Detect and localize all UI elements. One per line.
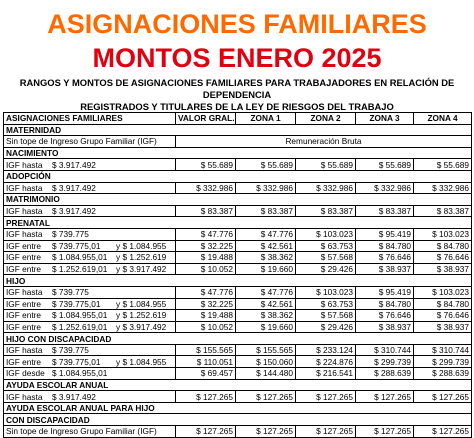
cell-value: $ 83.387 xyxy=(356,205,414,217)
section-row xyxy=(4,379,472,391)
col-header: VALOR GRAL. xyxy=(176,113,236,125)
table-row xyxy=(4,136,472,148)
cell-value: $ 76.646 xyxy=(414,252,472,264)
cell-value: $ 10.052 xyxy=(176,263,236,275)
row-label: IGF entre $ 1.252.619,01 y $ 3.917.492 xyxy=(4,263,176,275)
cell-value: $ 32.225 xyxy=(176,298,236,310)
cell-value: $ 57.568 xyxy=(296,252,356,264)
table-row xyxy=(4,286,472,298)
section-title: AYUDA ESCOLAR ANUAL PARA HIJO xyxy=(4,402,472,414)
cell-value: $ 47.776 xyxy=(236,228,296,240)
section-title: MATRIMONIO xyxy=(4,194,472,206)
cell-value: $ 63.753 xyxy=(296,298,356,310)
col-header: ASIGNACIONES FAMILIARES xyxy=(4,113,176,125)
cell-value: $ 95.419 xyxy=(356,286,414,298)
cell-value: $ 332.986 xyxy=(236,182,296,194)
cell-value: $ 310.744 xyxy=(414,344,472,356)
cell-value: $ 38.937 xyxy=(414,263,472,275)
row-label: IGF entre $ 1.084.955,01 y $ 1.252.619 xyxy=(4,310,176,322)
cell-value: $ 19.488 xyxy=(176,310,236,322)
table-row xyxy=(4,263,472,275)
cell-value: $ 76.646 xyxy=(414,310,472,322)
cell-value: $ 55.689 xyxy=(356,159,414,171)
col-header: ZONA 4 xyxy=(414,113,472,125)
cell-value: $ 19.660 xyxy=(236,263,296,275)
cell-value: $ 299.739 xyxy=(356,356,414,368)
cell-value: $ 127.265 xyxy=(414,426,472,438)
col-header: ZONA 3 xyxy=(356,113,414,125)
row-label: Sin tope de Ingreso Grupo Familiar (IGF) xyxy=(4,136,176,148)
section-row xyxy=(4,124,472,136)
cell-value: $ 288.639 xyxy=(414,368,472,380)
table-row xyxy=(4,368,472,380)
cell-value: $ 95.419 xyxy=(356,228,414,240)
row-label: IGF entre $ 739.775,01 y $ 1.084.955 xyxy=(4,356,176,368)
row-label: IGF hasta $ 3.917.492 xyxy=(4,391,176,403)
cell-value: $ 84.780 xyxy=(414,240,472,252)
title-line1: ASIGNACIONES FAMILIARES xyxy=(47,9,427,39)
cell-value: $ 150.060 xyxy=(236,356,296,368)
cell-value: $ 55.689 xyxy=(236,159,296,171)
cell-value: $ 10.052 xyxy=(176,321,236,333)
cell-value: $ 55.689 xyxy=(296,159,356,171)
col-header: ZONA 1 xyxy=(236,113,296,125)
table-row xyxy=(4,391,472,403)
cell-value: $ 299.739 xyxy=(414,356,472,368)
section-row xyxy=(4,194,472,206)
subtitle xyxy=(4,77,470,113)
cell-value: $ 155.565 xyxy=(176,344,236,356)
cell-value: $ 127.265 xyxy=(236,426,296,438)
cell-value: $ 47.776 xyxy=(176,228,236,240)
cell-value: $ 83.387 xyxy=(296,205,356,217)
cell-value: $ 103.023 xyxy=(296,286,356,298)
cell-value: $ 69.457 xyxy=(176,368,236,380)
row-label: IGF entre $ 739.775,01 y $ 1.084.955 xyxy=(4,240,176,252)
section-title: PRENATAL xyxy=(4,217,472,229)
cell-value: $ 55.689 xyxy=(176,159,236,171)
section-title: AYUDA ESCOLAR ANUAL xyxy=(4,379,472,391)
cell-value: $ 29.426 xyxy=(296,263,356,275)
cell-value: $ 38.937 xyxy=(414,321,472,333)
cell-value: $ 332.986 xyxy=(176,182,236,194)
section-title: MATERNIDAD xyxy=(4,124,472,136)
cell-value: $ 47.776 xyxy=(236,286,296,298)
table-row xyxy=(4,159,472,171)
row-label: IGF hasta $ 3.917.492 xyxy=(4,159,176,171)
cell-value: $ 103.023 xyxy=(414,228,472,240)
cell-value: $ 127.265 xyxy=(176,426,236,438)
cell-value: $ 38.362 xyxy=(236,310,296,322)
allowances-table xyxy=(3,112,472,438)
cell-value: $ 103.023 xyxy=(296,228,356,240)
cell-value: $ 76.646 xyxy=(356,310,414,322)
header-row xyxy=(4,113,472,125)
cell-value: $ 110.051 xyxy=(176,356,236,368)
cell-value: $ 76.646 xyxy=(356,252,414,264)
cell-value: $ 32.225 xyxy=(176,240,236,252)
cell-value: $ 127.265 xyxy=(414,391,472,403)
row-label: IGF hasta $ 3.917.492 xyxy=(4,205,176,217)
cell-value: $ 19.488 xyxy=(176,252,236,264)
section-title: NACIMIENTO xyxy=(4,147,472,159)
table-row xyxy=(4,228,472,240)
row-label: IGF hasta $ 739.775 xyxy=(4,228,176,240)
cell-value: $ 216.541 xyxy=(296,368,356,380)
cell-value: $ 233.124 xyxy=(296,344,356,356)
row-label: IGF hasta $ 739.775 xyxy=(4,286,176,298)
cell-value: Remuneración Bruta xyxy=(176,136,472,148)
cell-value: $ 155.565 xyxy=(236,344,296,356)
cell-value: $ 127.265 xyxy=(236,391,296,403)
cell-value: $ 84.780 xyxy=(356,240,414,252)
table-row xyxy=(4,356,472,368)
cell-value: $ 83.387 xyxy=(176,205,236,217)
cell-value: $ 38.937 xyxy=(356,263,414,275)
cell-value: $ 332.986 xyxy=(296,182,356,194)
row-label: IGF desde $ 1.084.955,01 xyxy=(4,368,176,380)
cell-value: $ 84.780 xyxy=(414,298,472,310)
cell-value: $ 332.986 xyxy=(414,182,472,194)
table-row xyxy=(4,240,472,252)
row-label: IGF entre $ 1.084.955,01 y $ 1.252.619 xyxy=(4,252,176,264)
cell-value: $ 29.426 xyxy=(296,321,356,333)
table-row xyxy=(4,182,472,194)
cell-value: $ 127.265 xyxy=(356,426,414,438)
section-row xyxy=(4,333,472,345)
row-label: Sin tope de Ingreso Grupo Familiar (IGF) xyxy=(4,426,176,438)
cell-value: $ 127.265 xyxy=(296,426,356,438)
section-title: HIJO CON DISCAPACIDAD xyxy=(4,333,472,345)
cell-value: $ 332.986 xyxy=(356,182,414,194)
section-title: CON DISCAPACIDAD xyxy=(4,414,472,426)
row-label: IGF entre $ 739.775,01 y $ 1.084.955 xyxy=(4,298,176,310)
table-row xyxy=(4,298,472,310)
cell-value: $ 19.660 xyxy=(236,321,296,333)
table-row xyxy=(4,321,472,333)
subtitle-line1: RANGOS Y MONTOS DE ASIGNACIONES FAMILIARES PARA TRABAJADORES EN RELACIÓN DE DEPENDENCIA xyxy=(19,77,455,100)
table-row xyxy=(4,252,472,264)
cell-value: $ 57.568 xyxy=(296,310,356,322)
row-label: IGF hasta $ 3.917.492 xyxy=(4,182,176,194)
cell-value: $ 55.689 xyxy=(414,159,472,171)
table-row xyxy=(4,310,472,322)
section-row xyxy=(4,275,472,287)
row-label: IGF entre $ 1.252.619,01 y $ 3.917.492 xyxy=(4,321,176,333)
cell-value: $ 63.753 xyxy=(296,240,356,252)
section-row xyxy=(4,414,472,426)
section-title: HIJO xyxy=(4,275,472,287)
table-row xyxy=(4,205,472,217)
section-title: ADOPCIÓN xyxy=(4,170,472,182)
row-label: IGF hasta $ 739.775 xyxy=(4,344,176,356)
cell-value: $ 83.387 xyxy=(236,205,296,217)
cell-value: $ 38.937 xyxy=(356,321,414,333)
cell-value: $ 144.480 xyxy=(236,368,296,380)
section-row xyxy=(4,170,472,182)
cell-value: $ 127.265 xyxy=(296,391,356,403)
cell-value: $ 224.876 xyxy=(296,356,356,368)
table-row xyxy=(4,426,472,438)
cell-value: $ 103.023 xyxy=(414,286,472,298)
section-row xyxy=(4,402,472,414)
section-row xyxy=(4,147,472,159)
cell-value: $ 83.387 xyxy=(414,205,472,217)
cell-value: $ 47.776 xyxy=(176,286,236,298)
cell-value: $ 42.561 xyxy=(236,240,296,252)
cell-value: $ 42.561 xyxy=(236,298,296,310)
cell-value: $ 84.780 xyxy=(356,298,414,310)
section-row xyxy=(4,217,472,229)
cell-value: $ 288.639 xyxy=(356,368,414,380)
subtitle-line2: REGISTRADOS Y TITULARES DE LA LEY DE RIESGOS DEL TRABAJO xyxy=(80,101,394,112)
cell-value: $ 127.265 xyxy=(176,391,236,403)
cell-value: $ 310.744 xyxy=(356,344,414,356)
cell-value: $ 127.265 xyxy=(356,391,414,403)
title-line2: MONTOS ENERO 2025 xyxy=(92,43,382,73)
table-row xyxy=(4,344,472,356)
cell-value: $ 38.362 xyxy=(236,252,296,264)
col-header: ZONA 2 xyxy=(296,113,356,125)
